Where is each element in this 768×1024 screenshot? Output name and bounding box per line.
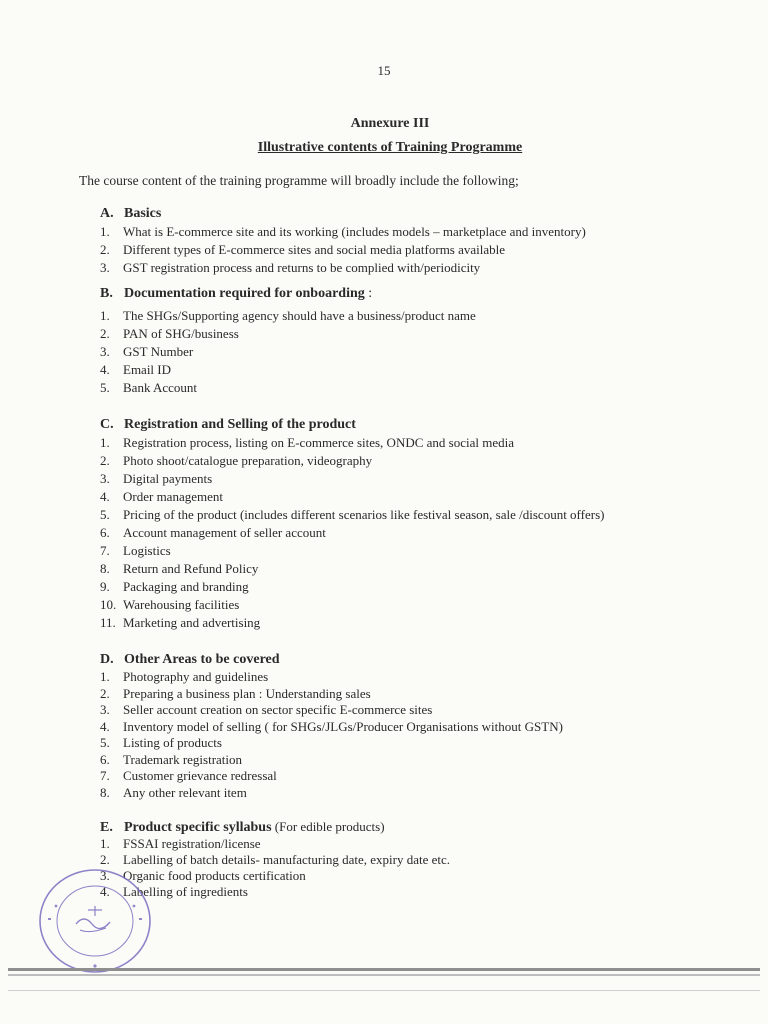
list-item: [100, 735, 740, 752]
list-item: [100, 325, 740, 343]
item-text: Organic food products certification: [123, 868, 306, 883]
section-title: Registration and Selling of the product: [124, 417, 356, 432]
item-number: 5.: [100, 380, 110, 395]
section-letter: C.: [100, 417, 114, 432]
item-number: 2.: [100, 685, 110, 701]
item-text: Photography and guidelines: [123, 669, 269, 684]
item-number: 4.: [100, 884, 110, 899]
list-item: [100, 868, 740, 884]
item-number: 6.: [100, 525, 110, 540]
list-item: [100, 702, 740, 719]
footer-rule: [8, 974, 760, 976]
list-item: [100, 785, 740, 802]
item-number: 7.: [100, 543, 110, 558]
item-number: 2.: [100, 326, 110, 341]
item-text: Inventory model of selling ( for SHGs/JLGs/Producer Organisations without GSTN): [123, 718, 563, 734]
section-heading: [100, 204, 740, 223]
section-title: Product specific syllabus: [124, 820, 272, 835]
item-number: 8.: [100, 784, 110, 800]
list-item: [100, 560, 740, 578]
item-number: 1.: [100, 224, 110, 239]
item-text: Registration process, listing on E-commerce sites, ONDC and social media: [123, 435, 514, 450]
section-registration-selling: [100, 415, 740, 632]
list-item: [100, 884, 740, 900]
item-number: 3.: [100, 868, 110, 883]
list-item: [100, 578, 740, 596]
item-list: [100, 669, 740, 801]
section-letter: B.: [100, 286, 113, 301]
list-item: [100, 379, 740, 397]
item-number: 3.: [100, 702, 110, 717]
item-number: 11.: [100, 615, 116, 630]
item-list: [100, 836, 740, 900]
page-number: 15: [377, 63, 391, 78]
footer-rule: [8, 968, 760, 971]
list-item: [100, 752, 740, 769]
item-number: 1.: [100, 836, 110, 851]
section-heading: [100, 650, 740, 669]
list-item: [100, 307, 740, 325]
list-item: [100, 719, 740, 736]
list-item: [100, 506, 740, 524]
item-text: Customer grievance redressal: [123, 768, 277, 783]
item-number: 4.: [100, 718, 110, 734]
list-item: [100, 852, 740, 868]
item-number: 1.: [100, 308, 110, 323]
list-item: [100, 259, 740, 277]
list-item: [100, 361, 740, 379]
section-basics: [100, 204, 740, 277]
item-text: Packaging and branding: [123, 579, 249, 594]
item-number: 3.: [100, 471, 110, 486]
item-number: 10.: [100, 597, 117, 612]
list-item: [100, 596, 740, 614]
item-number: 4.: [100, 362, 110, 377]
item-number: 9.: [100, 579, 110, 594]
list-item: [100, 669, 740, 686]
item-text: Trademark registration: [123, 751, 243, 767]
section-letter: E.: [100, 820, 113, 835]
item-text: Digital payments: [123, 471, 213, 486]
list-item: [100, 470, 740, 488]
item-text: GST Number: [123, 344, 194, 359]
item-text: Return and Refund Policy: [123, 561, 259, 576]
annexure-title: Annexure III: [350, 116, 430, 131]
annexure-subtitle: Illustrative contents of Training Programme: [257, 140, 523, 155]
item-text: Warehousing facilities: [123, 597, 240, 612]
item-text: Bank Account: [123, 380, 198, 395]
item-number: 5.: [100, 507, 110, 522]
list-item: [100, 488, 740, 506]
item-text: Marketing and advertising: [123, 615, 261, 630]
item-text: Photo shoot/catalogue preparation, videography: [123, 453, 373, 468]
item-number: 1.: [100, 669, 110, 684]
intro-paragraph: The course content of the training programme will broadly include the following;: [79, 173, 519, 188]
item-text: Account management of seller account: [123, 525, 326, 540]
section-heading: [100, 415, 740, 434]
list-item: [100, 434, 740, 452]
list-item: [100, 836, 740, 852]
item-text: Any other relevant item: [123, 784, 247, 800]
item-text: Different types of E-commerce sites and social media platforms available: [123, 242, 506, 257]
list-item: [100, 542, 740, 560]
item-number: 2.: [100, 242, 110, 257]
item-number: 2.: [100, 852, 110, 867]
section-other-areas: [100, 650, 740, 801]
section-note: :: [364, 286, 373, 301]
item-number: 6.: [100, 751, 110, 767]
item-list: [100, 223, 740, 277]
list-item: [100, 524, 740, 542]
item-number: 1.: [100, 435, 110, 450]
item-text: PAN of SHG/business: [123, 326, 239, 341]
section-product-syllabus: [100, 817, 740, 900]
item-text: Logistics: [123, 543, 171, 558]
section-title: Other Areas to be covered: [124, 652, 280, 667]
item-number: 2.: [100, 453, 110, 468]
section-note: (For edible products): [271, 819, 385, 834]
section-title: Basics: [124, 206, 162, 221]
item-text: The SHGs/Supporting agency should have a business/product name: [123, 308, 476, 323]
section-documentation: [100, 284, 740, 397]
item-number: 8.: [100, 561, 110, 576]
list-item: [100, 223, 740, 241]
section-letter: A.: [100, 206, 114, 221]
item-text: FSSAI registration/license: [123, 836, 261, 851]
item-number: 5.: [100, 735, 110, 750]
list-item: [100, 686, 740, 703]
item-number: 3.: [100, 260, 110, 275]
item-number: 4.: [100, 489, 110, 504]
section-title: Documentation required for onboarding: [124, 286, 365, 301]
item-text: Email ID: [123, 362, 172, 377]
list-item: [100, 614, 740, 632]
item-number: 7.: [100, 768, 110, 783]
section-heading: [100, 284, 740, 303]
item-text: Pricing of the product (includes different scenarios like festival season, sale /discount offers): [123, 507, 605, 522]
item-text: Seller account creation on sector specific E-commerce sites: [123, 702, 433, 717]
item-text: Order management: [123, 489, 223, 504]
item-text: Labelling of batch details- manufacturing date, expiry date etc.: [123, 852, 451, 867]
section-letter: D.: [100, 652, 114, 667]
official-stamp-seal: [36, 866, 154, 976]
item-text: Labelling of ingredients: [123, 884, 248, 899]
list-item: [100, 452, 740, 470]
item-list: [100, 434, 740, 632]
item-number: 3.: [100, 344, 110, 359]
list-item: [100, 768, 740, 785]
item-text: Preparing a business plan : Understanding sales: [123, 685, 371, 701]
item-text: Listing of products: [123, 735, 222, 750]
section-heading: [100, 817, 740, 836]
item-text: What is E-commerce site and its working (includes models – marketplace and inventory): [123, 224, 586, 239]
item-text: GST registration process and returns to be complied with/periodicity: [123, 260, 481, 275]
list-item: [100, 343, 740, 361]
item-list: [100, 307, 740, 397]
footer-rule: [8, 990, 760, 991]
list-item: [100, 241, 740, 259]
